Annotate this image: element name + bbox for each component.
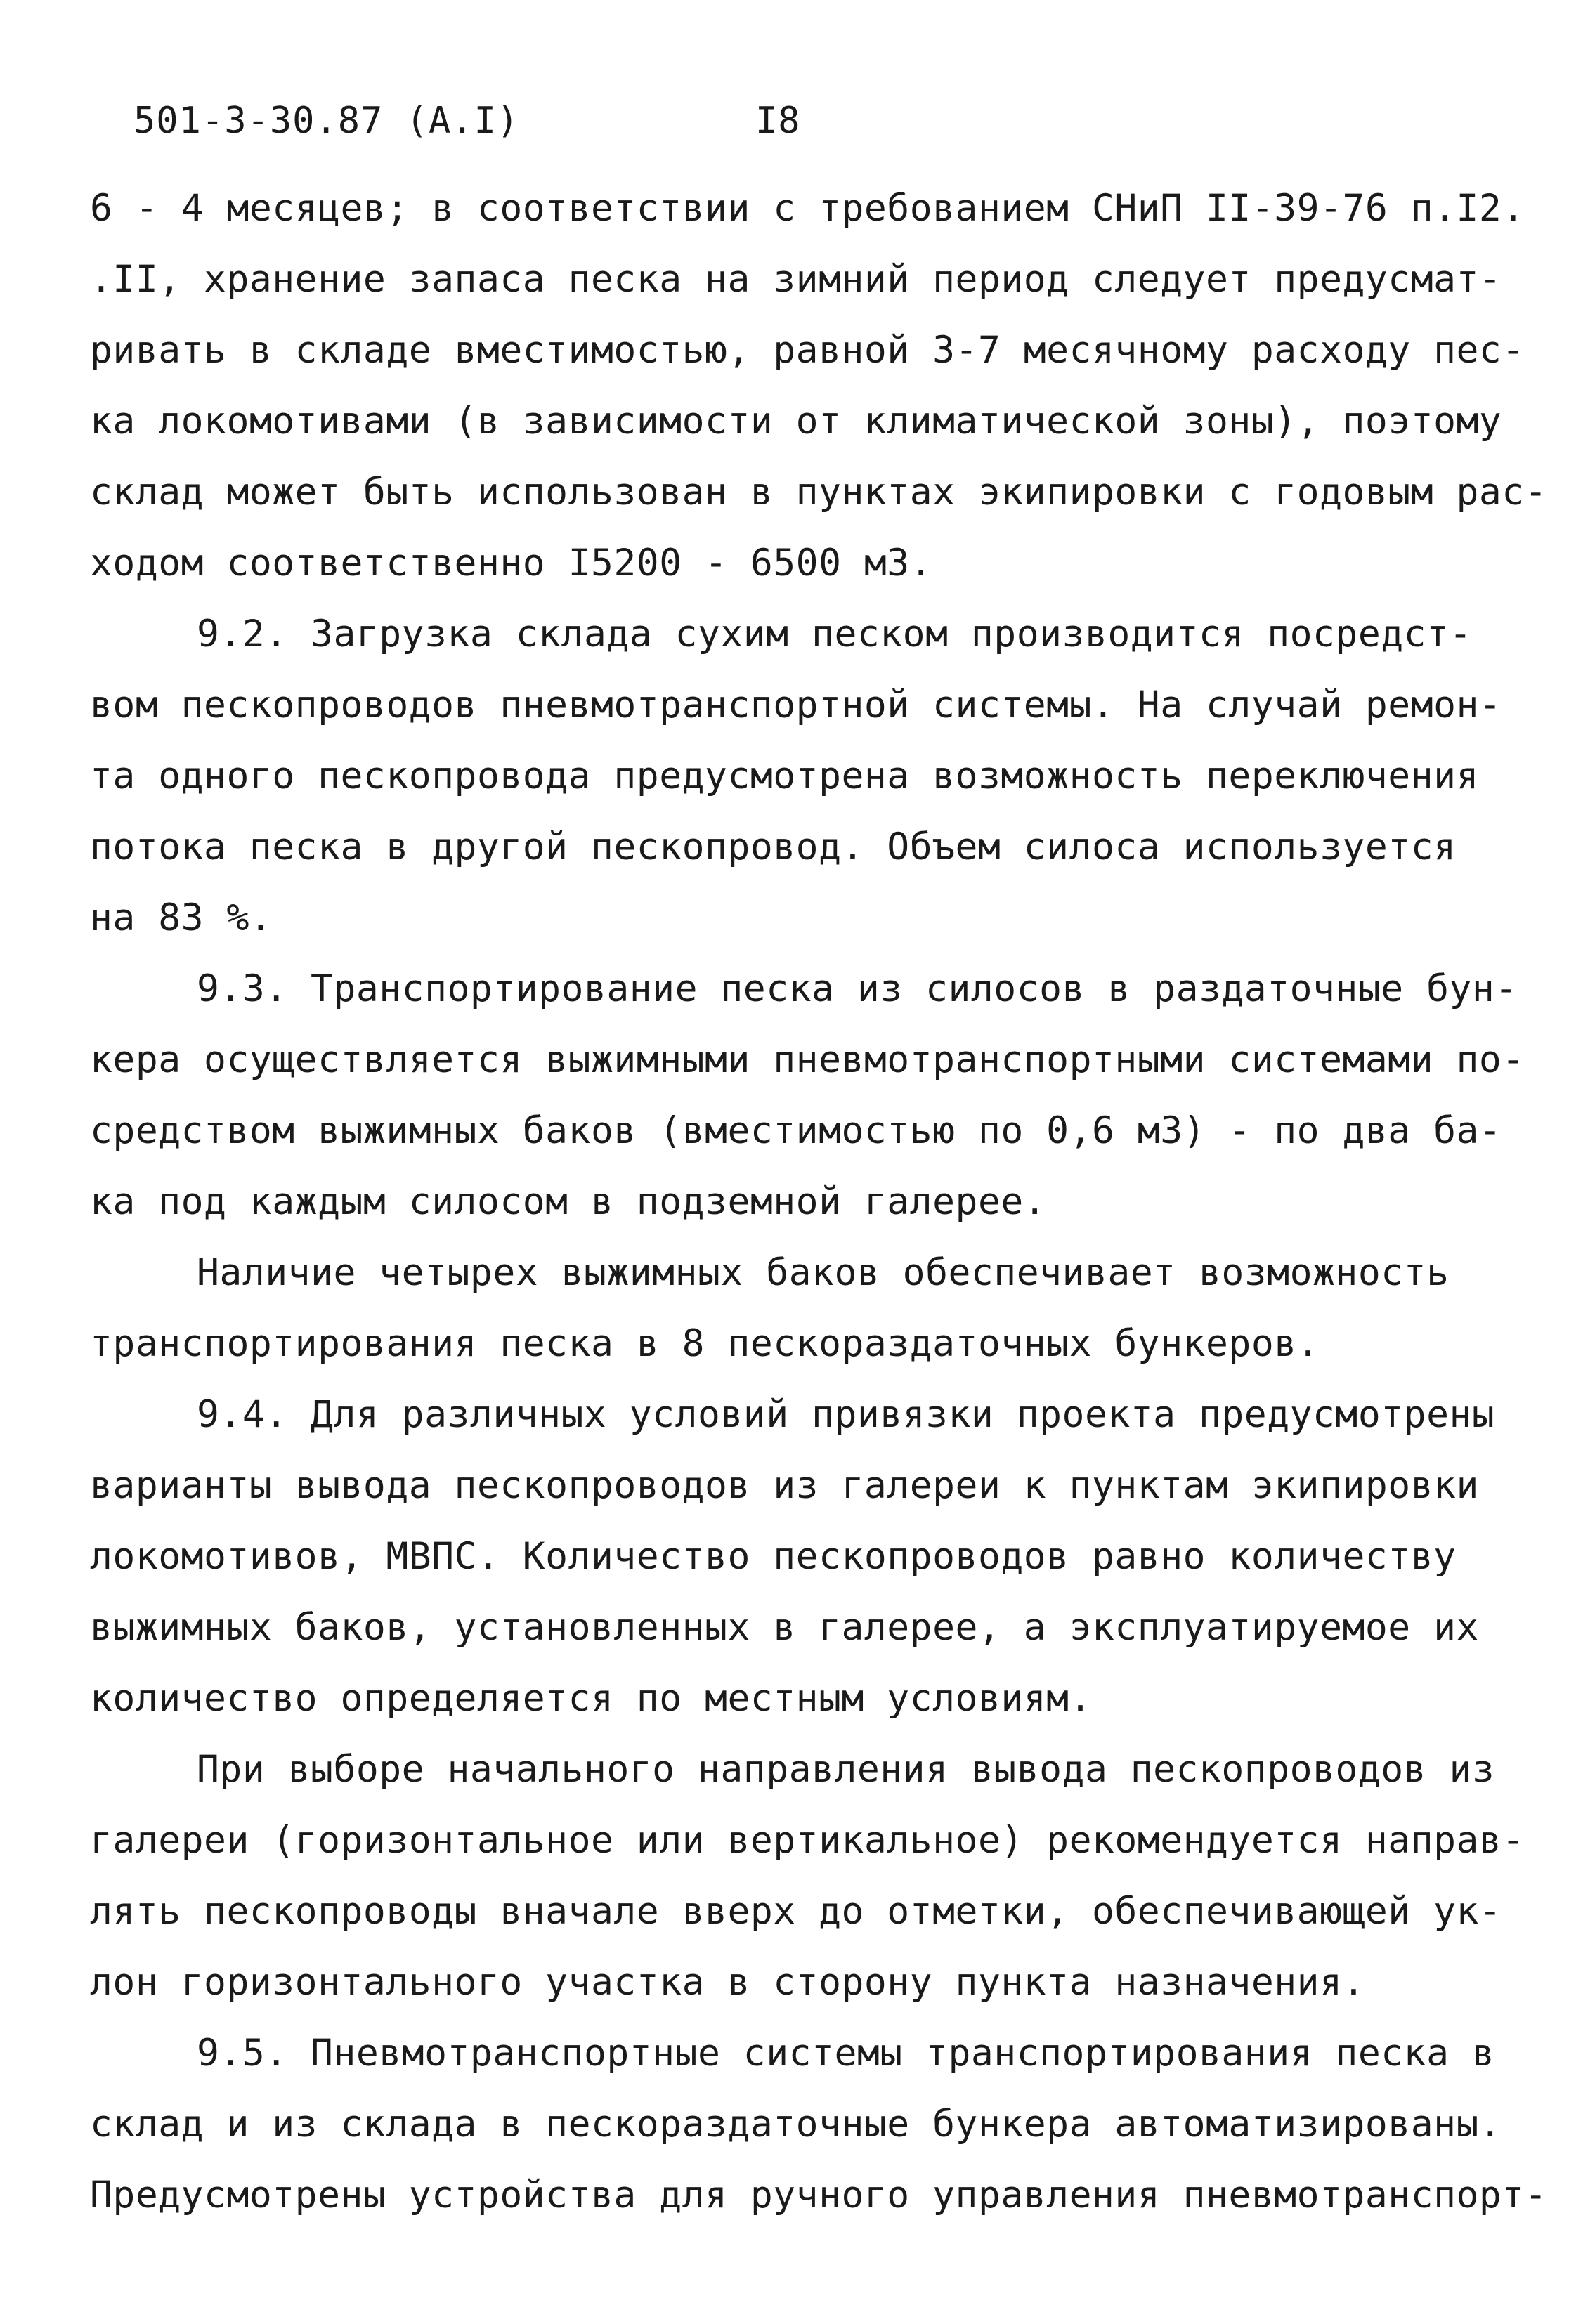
text-line: локомотивов, МВПС. Количество пескопроводов равно количеству — [90, 1535, 1457, 1578]
document-code: 501-3-30.87 (А.I) — [133, 100, 520, 142]
text-line: потока песка в другой пескопровод. Объем силоса используется — [90, 825, 1457, 868]
text-line: выжимных баков, установленных в галерее, а эксплуатируемое их — [90, 1606, 1479, 1649]
text-line: лять пескопроводы вначале вверх до отметки, обеспечивающей ук- — [90, 1890, 1502, 1933]
paragraph-9-5-start: 9.5. Пневмотранспортные системы транспортирования песка в — [197, 2032, 1495, 2075]
paragraph-start: При выборе начального направления вывода пескопроводов из — [197, 1748, 1495, 1791]
text-line: средством выжимных баков (вместимостью по 0,6 м3) - по два ба- — [90, 1109, 1502, 1152]
paragraph-9-4-start: 9.4. Для различных условий привязки проекта предусмотрены — [197, 1393, 1495, 1436]
text-line: галереи (горизонтальное или вертикальное) рекомендуется направ- — [90, 1819, 1525, 1862]
text-line: склад может быть использован в пунктах экипировки с годовым рас- — [90, 471, 1548, 514]
text-line: кера осуществляется выжимными пневмотранспортными системами по- — [90, 1038, 1525, 1081]
text-line: Предусмотрены устройства для ручного управления пневмотранспорт- — [90, 2174, 1548, 2217]
paragraph-9-3-start: 9.3. Транспортирование песка из силосов в раздаточные бун- — [197, 967, 1518, 1010]
text-line: ривать в складе вместимостью, равной 3-7 месячному расходу пес- — [90, 329, 1525, 372]
text-line: склад и из склада в пескораздаточные бункера автоматизированы. — [90, 2103, 1502, 2146]
text-line: та одного пескопровода предусмотрена возможность переключения — [90, 755, 1479, 797]
page-number: I8 — [755, 100, 801, 142]
text-line: вом пескопроводов пневмотранспортной системы. На случай ремон- — [90, 684, 1502, 726]
text-line: на 83 %. — [90, 896, 273, 939]
text-line: ка под каждым силосом в подземной галерее. — [90, 1180, 1047, 1223]
text-line: лон горизонтального участка в сторону пункта назначения. — [90, 1961, 1365, 2004]
text-line: количество определяется по местным условиям. — [90, 1677, 1092, 1720]
text-line: варианты вывода пескопроводов из галереи к пунктам экипировки — [90, 1464, 1479, 1507]
text-line: транспортирования песка в 8 пескораздаточных бункеров. — [90, 1322, 1320, 1365]
text-line: ка локомотивами (в зависимости от климатической зоны), поэтому — [90, 400, 1502, 443]
paragraph-start: Наличие четырех выжимных баков обеспечивает возможность — [197, 1251, 1450, 1294]
text-line: .II, хранение запаса песка на зимний период следует предусмат- — [90, 258, 1502, 301]
paragraph-9-2-start: 9.2. Загрузка склада сухим песком производится посредст- — [197, 613, 1472, 655]
text-line: ходом соответственно I5200 - 6500 м3. — [90, 542, 933, 585]
text-line: 6 - 4 месяцев; в соответствии с требованием СНиП II-39-76 п.I2. — [90, 187, 1525, 230]
